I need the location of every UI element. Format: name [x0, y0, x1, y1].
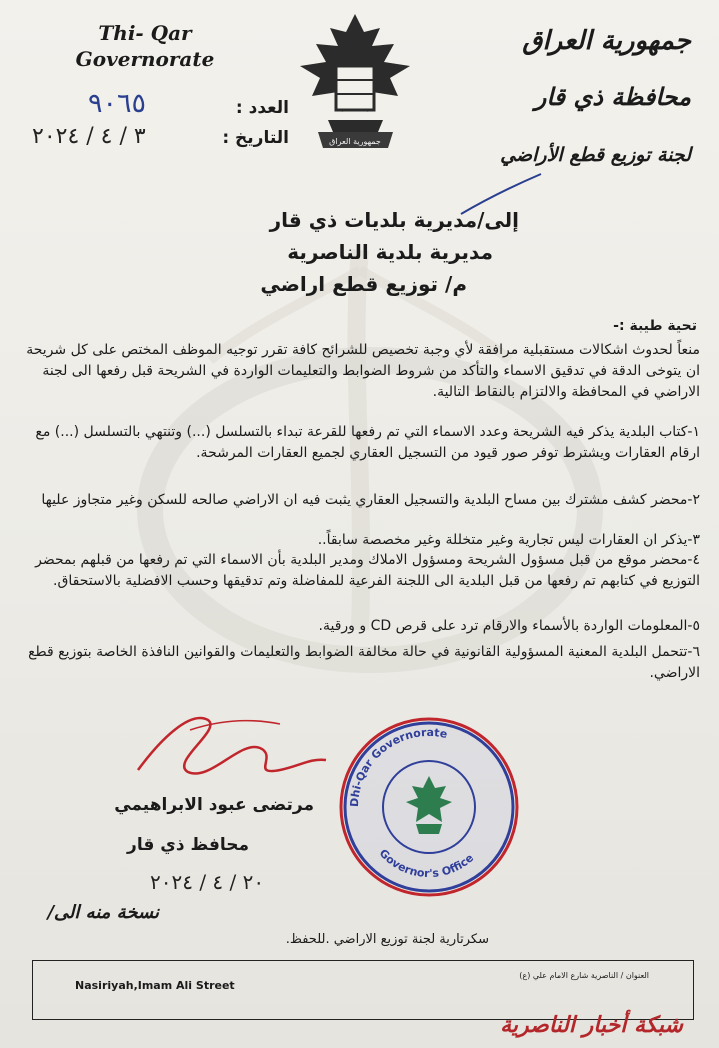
document-date: ٣ / ٤ / ٢٠٢٤: [32, 124, 146, 149]
iraq-eagle-crest-icon: [288, 8, 423, 153]
governorate-title-en-line1: Thi- Qar: [98, 21, 192, 45]
governorate-title-en-line2: Governorate: [75, 47, 215, 71]
signatory-name: مرتضى عبود الابراهيمي: [114, 795, 314, 815]
body-point-2: ٢-محضر كشف مشترك بين مساح البلدية والتسجيل العقاري يثبت فيه ان الاراضي صالحه للسكن وغير متجاوز عليها: [41, 492, 700, 508]
footer-address-box: [32, 960, 694, 1020]
document-number: ٩٠٦٥: [88, 88, 147, 119]
stamp-arc-en: Dhi-Qar Governorate: [347, 725, 449, 808]
body-point-3: ٣-يذكر ان العقارات ليس تجارية وغير متخللة وغير مخصصة سابقاً..: [317, 532, 700, 548]
number-label: العدد :: [235, 98, 289, 118]
subject-line: م/ توزيع قطع اراضي: [260, 272, 467, 296]
republic-iraq-heading: جمهورية العراق: [522, 26, 691, 56]
footer-address-ar: العنوان / الناصرية شارع الامام علي (ع): [519, 971, 649, 980]
footer-address-en: Nasiriyah,Imam Ali Street: [75, 979, 235, 992]
body-point-5: ٥-المعلومات الواردة بالأسماء والارقام ترد على قرص CD و ورقية.: [318, 618, 700, 634]
governorate-heading-ar: محافظة ذي قار: [534, 82, 691, 111]
governorate-title-en: [60, 20, 230, 72]
copy-to-label: نسخة منه الى/: [47, 902, 159, 923]
body-point-1: ١-كتاب البلدية يذكر فيه الشريحة وعدد الاسماء التي تم رفعها للقرعة تبداء بالتسلسل (...) وتنتهي بالتسلسل (...) مع ارقام العقارات ويشترط توفر صور قيود من التسجيل العقاري لجميع العقارات المرشحة.: [35, 424, 700, 461]
body-point-6: ٦-تتحمل البلدية المعنية المسؤولية القانونية في حالة مخالفة الضوابط والتعليمات والقوانين النافذة الخاصة بتوزيع قطع الاراضي.: [28, 644, 700, 681]
stamp-arc-en2: Governor's Office: [376, 846, 477, 881]
crest-caption: جمهورية العراق: [329, 137, 381, 146]
governor-office-stamp: [338, 716, 520, 898]
committee-heading: لجنة توزيع قطع الأراضي: [500, 144, 691, 166]
body-point-4: ٤-محضر موقع من قبل مسؤول الشريحة ومسؤول الاملاك ومدير البلدية بأن الاسماء التي تم رفعها من قبلهم بمحضر التوزيع في كتابهم تم رفعها من قبل البلدية الى اللجنة الفرعية للمفاضلة وتم تدقيقها وحسب الافضلية بالاستحقاق.: [35, 552, 700, 589]
body-intro: منعاً لحدوث اشكالات مستقبلية مرافقة لأي وجبة تخصيص للشرائح كافة تقرر توجيه الموظف المختص على كل شريحة ان يتوخى الدقة في تدقيق الاسماء والتأكد من شروط الضوابط والتعليمات الواردة في الشريحة قبل رفعها الى لجنة الاراضي في المحافظة والالتزام بالنقاط التالية.: [26, 342, 700, 400]
handwritten-signature: [130, 700, 330, 790]
news-network-watermark: شبكة أخبار الناصرية: [500, 1012, 683, 1038]
copy-to-item: سكرتارية لجنة توزيع الاراضي .للحفظ.: [285, 932, 489, 947]
signature-date: ٢٠ / ٤ / ٢٠٢٤: [150, 870, 265, 894]
recipient-department: مديرية بلدية الناصرية: [287, 240, 493, 264]
recipient-line: إلى/مديرية بلديات ذي قار: [269, 208, 519, 232]
greeting: تحية طيبة :-: [613, 318, 697, 334]
date-label: التاريخ :: [222, 128, 289, 148]
signatory-title: محافظ ذي قار: [127, 835, 249, 855]
